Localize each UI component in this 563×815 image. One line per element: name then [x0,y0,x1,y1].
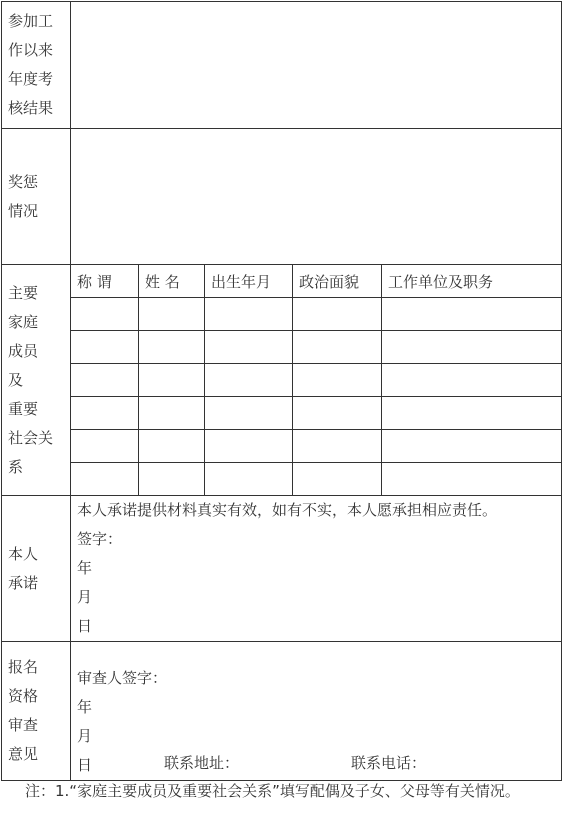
family-row [2,397,562,430]
column-header-birth-date: 出生年月 [205,265,293,298]
assessment-label-line: 作以来 [8,41,54,59]
pledge-date-month: 月 [77,588,93,606]
rewards-label-line: 情况 [8,201,39,220]
family-cell-relation[interactable] [71,298,139,331]
family-cell-birth-date[interactable] [205,364,293,397]
family-row [2,463,562,496]
assessment-row [2,2,562,129]
family-cell-relation[interactable] [71,364,139,397]
family-cell-birth-date[interactable] [205,397,293,430]
family-label-line: 社会关 [8,428,54,447]
family-cell-relation[interactable] [71,463,139,496]
family-header-row [2,265,562,298]
column-header-relation: 称 谓 [71,265,139,298]
family-label-line: 成员 [8,341,39,360]
family-row [2,430,562,463]
pledge-content [71,496,562,642]
pledge-signature-label: 签字： [77,530,123,548]
family-cell-name[interactable] [139,364,205,397]
family-cell-political-status[interactable] [293,463,382,496]
family-cell-employer-position[interactable] [382,463,562,496]
family-label [2,265,71,496]
family-cell-name[interactable] [139,430,205,463]
family-cell-name[interactable] [139,298,205,331]
assessment-label-line: 参加工 [8,12,54,30]
family-cell-relation[interactable] [71,397,139,430]
review-date-day: 日 [77,756,93,774]
contact-phone-label: 联系电话： [351,754,427,772]
column-header-employer-position: 工作单位及职务 [382,265,562,298]
pledge-label-line: 承诺 [8,573,39,592]
review-date-month: 月 [77,727,93,745]
footnote: 注：1.“家庭主要成员及重要社会关系”填写配偶及子女、父母等有关情况。 [25,782,520,800]
family-row [2,364,562,397]
review-date-year: 年 [77,698,93,716]
family-row [2,298,562,331]
rewards-label-line: 奖惩 [8,172,39,191]
pledge-label [2,496,71,642]
family-cell-name[interactable] [139,397,205,430]
family-cell-birth-date[interactable] [205,463,293,496]
family-cell-employer-position[interactable] [382,331,562,364]
rewards-label [2,129,71,265]
column-header-political-status: 政治面貌 [293,265,382,298]
family-cell-employer-position[interactable] [382,364,562,397]
family-label-line: 主要 [8,283,39,302]
family-cell-relation[interactable] [71,331,139,364]
family-cell-birth-date[interactable] [205,331,293,364]
family-label-line: 系 [8,457,24,476]
family-label-line: 家庭 [8,312,39,331]
review-label-line: 审查 [8,716,39,734]
column-header-name: 姓 名 [139,265,205,298]
family-row [2,331,562,364]
assessment-label-line: 核结果 [8,99,54,117]
assessment-label [2,2,71,129]
family-cell-employer-position[interactable] [382,298,562,331]
family-cell-birth-date[interactable] [205,298,293,331]
family-cell-employer-position[interactable] [382,397,562,430]
family-label-line: 及 [8,370,24,389]
family-cell-political-status[interactable] [293,364,382,397]
review-label-line: 报名 [8,658,39,676]
family-cell-name[interactable] [139,463,205,496]
pledge-date-year: 年 [77,559,93,577]
pledge-date-line [77,554,561,641]
family-cell-political-status[interactable] [293,397,382,430]
family-label-line: 重要 [8,399,39,418]
family-cell-relation[interactable] [71,430,139,463]
assessment-label-line: 年度考 [8,70,54,88]
rewards-input-area[interactable] [71,129,562,265]
family-cell-birth-date[interactable] [205,430,293,463]
review-label-line: 意见 [8,745,39,763]
pledge-statement: 本人承诺提供材料真实有效，如有不实，本人愿承担相应责任。 [77,501,498,519]
family-cell-political-status[interactable] [293,331,382,364]
rewards-row [2,129,562,265]
pledge-row [2,496,562,642]
review-label-line: 资格 [8,687,39,705]
assessment-input-area[interactable] [71,2,562,129]
contact-address-label: 联系地址： [164,754,240,772]
pledge-label-line: 本人 [8,544,39,563]
family-cell-political-status[interactable] [293,430,382,463]
family-cell-name[interactable] [139,331,205,364]
reviewer-signature-label: 审查人签字： [77,669,168,687]
family-cell-employer-position[interactable] [382,430,562,463]
footer-contacts [0,752,563,772]
registration-form-table [1,1,562,781]
family-cell-political-status[interactable] [293,298,382,331]
pledge-date-day: 日 [77,617,93,635]
